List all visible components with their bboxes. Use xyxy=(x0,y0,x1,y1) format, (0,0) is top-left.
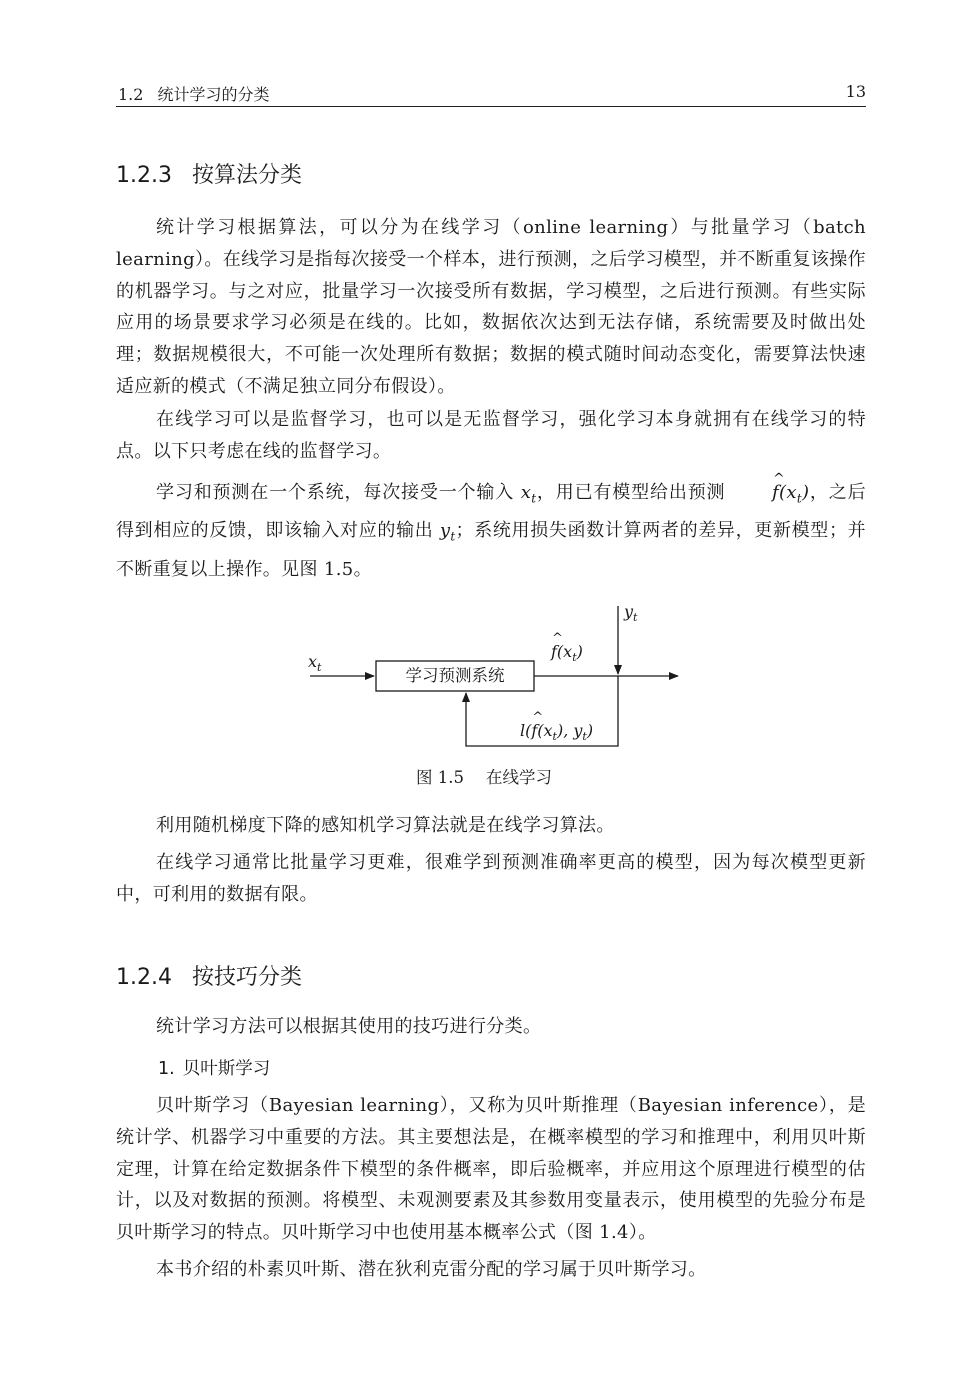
label-x-t: $x_t$ xyxy=(308,652,322,675)
paragraph-online-harder: 在线学习通常比批量学习更难，很难学到预测准确率更高的模型，因为每次模型更新中，可利用的数据有限。 xyxy=(116,852,866,905)
label-loss: l(^ $f(x_t)$, $y_t$) xyxy=(520,721,593,743)
label-f-hat-x-t: ^ $f(x_t)$ xyxy=(551,642,583,664)
figure-online-learning xyxy=(300,600,690,750)
figure-caption xyxy=(416,764,552,788)
subheading-number: 1. xyxy=(158,1059,175,1079)
paragraph-online-supervised: 在线学习可以是监督学习，也可以是无监督学习，强化学习本身就拥有在线学习的特点。以下只考虑在线的监督学习。 xyxy=(116,409,866,462)
p3-part-c: ，之后得到相应的反馈，即该输入对应的输出 xyxy=(116,482,866,542)
subheading-bayesian xyxy=(158,1055,270,1080)
paragraph-bayesian-examples: 本书介绍的朴素贝叶斯、潜在狄利克雷分配的学习属于贝叶斯学习。 xyxy=(156,1259,707,1280)
section-heading-1-2-3 xyxy=(116,158,302,189)
p3-part-d: ；系统用损失函数计算两者的差异，更新模型；并不断重复以上操作。见图 1.5。 xyxy=(116,520,866,580)
header-section-title: 统计学习的分类 xyxy=(157,85,270,104)
section-heading-1-2-4 xyxy=(116,960,302,991)
header-section-number: 1.2 xyxy=(118,85,144,104)
page-number: 13 xyxy=(845,82,866,101)
math-x-t: $x_t$ xyxy=(520,482,537,506)
running-header xyxy=(116,80,866,107)
section-title: 按技巧分类 xyxy=(191,965,302,990)
header-section xyxy=(118,82,269,105)
math-y-t: $y_t$ xyxy=(439,520,456,544)
system-box-label: 学习预测系统 xyxy=(405,666,505,685)
paragraph-online-batch: 统计学习根据算法，可以分为在线学习（online learning）与批量学习（batch learning）。在线学习是指每次接受一个样本，进行预测，之后学习模型，并不断重复该操作的机器学习。与之对应，批量学习一次接受所有数据，学习模型，之后进行预测。有些实际应用的场景要求学习必须是在线的。比如，数据依次达到无法存储，系统需要及时做出处理；数据规模很大，不可能一次处理所有数据；数据的模式随时间动态变化，需要算法快速适应新的模式（不满足独立同分布假设）。 xyxy=(116,217,866,397)
paragraph-learning-predict xyxy=(116,477,866,586)
math-f-hat-x-t: ^ $f(x_t)$ xyxy=(732,482,809,503)
paragraph-technique-intro: 统计学习方法可以根据其使用的技巧进行分类。 xyxy=(156,1016,542,1037)
paragraph-bayesian-learning: 贝叶斯学习（Bayesian learning），又称为贝叶斯推理（Bayesian inference），是统计学、机器学习中重要的方法。其主要想法是，在概率模型的学习和推理中，利用贝叶斯定理，计算在给定数据条件下模型的条件概率，即后验概率，并应用这个原理进行模型的估计，以及对数据的预测。将模型、未观测要素及其参数用变量表示，使用模型的先验分布是贝叶斯学习的特点。贝叶斯学习中也使用基本概率公式（图 1.4）。 xyxy=(116,1095,866,1244)
figure-number: 图 1.5 xyxy=(416,768,464,787)
p3-part-a: 学习和预测在一个系统，每次接受一个输入 xyxy=(156,482,521,503)
figure-caption-text: 在线学习 xyxy=(486,768,552,787)
paragraph-sgd-perceptron: 利用随机梯度下降的感知机学习算法就是在线学习算法。 xyxy=(156,815,615,836)
section-number: 1.2.3 xyxy=(116,163,172,188)
label-y-t: $y_t$ xyxy=(624,602,638,625)
section-number: 1.2.4 xyxy=(116,965,172,990)
subheading-title: 贝叶斯学习 xyxy=(182,1059,271,1079)
p3-part-b: ，用已有模型给出预测 xyxy=(536,482,732,503)
section-title: 按算法分类 xyxy=(191,163,302,188)
